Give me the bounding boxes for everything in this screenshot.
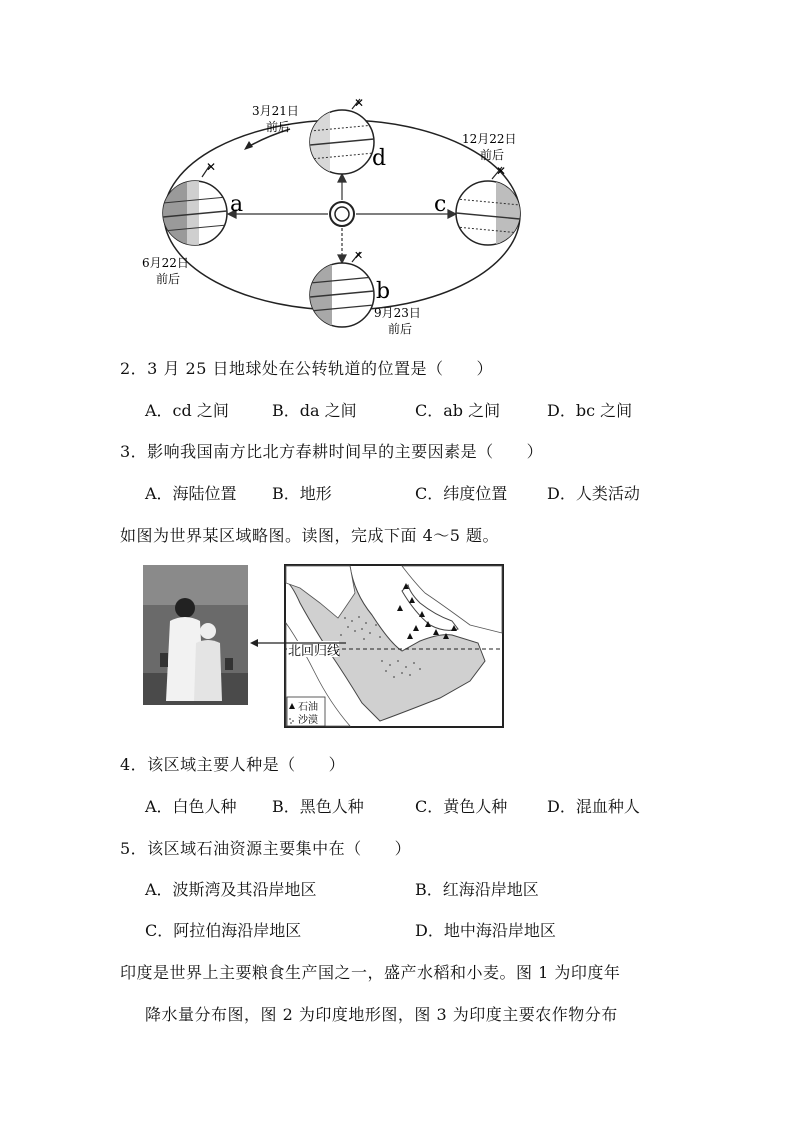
question-3-stem: 3．影响我国南方比北方春耕时间早的主要因素是（ ） (120, 442, 544, 461)
label-a: a (230, 192, 244, 217)
question-3-option-c: C．纬度位置 (415, 484, 508, 503)
question-4-stem: 4．该区域主要人种是（ ） (120, 755, 346, 774)
question-4-option-b: B．黑色人种 (272, 797, 364, 816)
question-5-option-b: B．红海沿岸地区 (415, 880, 539, 899)
label-b: b (376, 279, 391, 304)
label-dec22-line2: 前后 (480, 148, 505, 162)
earth-globe-a (163, 160, 227, 245)
label-dec22-line1: 12月22日 (462, 132, 517, 146)
question-2-option-b: B．da 之间 (272, 401, 357, 420)
label-sep23-line2: 前后 (388, 322, 413, 336)
question-2-option-a: A．cd 之间 (145, 401, 229, 420)
earth-orbit-diagram (140, 95, 560, 340)
question-3-option-d: D．人类活动 (547, 484, 640, 503)
india-intro-line-2: 降水量分布图，图 2 为印度地形图，图 3 为印度主要农作物分布 (145, 1005, 618, 1024)
earth-globe-d (310, 96, 374, 174)
people-photo (143, 565, 248, 705)
question-2-stem: 2．3 月 25 日地球处在公转轨道的位置是（ ） (120, 359, 493, 378)
question-5-option-a: A．波斯湾及其沿岸地区 (145, 880, 317, 899)
legend-oil: 石油 (298, 702, 318, 713)
sun-icon (330, 202, 354, 226)
question-4-option-c: C．黄色人种 (415, 797, 508, 816)
arabian-peninsula-map (285, 565, 503, 727)
question-3-option-b: B．地形 (272, 484, 332, 503)
question-5-option-d: D．地中海沿岸地区 (415, 921, 556, 940)
label-mar21-line2: 前后 (266, 120, 291, 134)
question-5-option-c: C．阿拉伯海沿岸地区 (145, 921, 302, 940)
question-2-option-d: D．bc 之间 (547, 401, 633, 420)
svg-text:✕: ✕ (354, 249, 364, 262)
tropic-of-cancer-label: 北回归线 (288, 644, 341, 659)
label-jun22-line2: 前后 (156, 272, 181, 286)
svg-text:✕: ✕ (496, 164, 507, 178)
question-2-option-c: C．ab 之间 (415, 401, 501, 420)
earth-globe-c (456, 164, 520, 245)
question-4-option-a: A．白色人种 (145, 797, 237, 816)
question-5-stem: 5．该区域石油资源主要集中在（ ） (120, 839, 412, 858)
label-d: d (372, 146, 387, 171)
label-mar21-line1: 3月21日 (252, 104, 299, 118)
label-sep23-line1: 9月23日 (374, 306, 421, 320)
question-3-option-a: A．海陆位置 (145, 484, 237, 503)
label-c: c (434, 192, 447, 217)
region-figure (140, 563, 508, 733)
legend-desert: 沙漠 (298, 715, 318, 726)
svg-text:✕: ✕ (354, 96, 365, 110)
svg-text:✕: ✕ (206, 160, 217, 174)
question-4-option-d: D．混血种人 (547, 797, 640, 816)
india-intro-line-1: 印度是世界上主要粮食生产国之一，盛产水稻和小麦。图 1 为印度年 (120, 963, 621, 982)
intro-questions-4-5: 如图为世界某区域略图。读图，完成下面 4～5 题。 (120, 526, 500, 545)
label-jun22-line1: 6月22日 (142, 256, 189, 270)
